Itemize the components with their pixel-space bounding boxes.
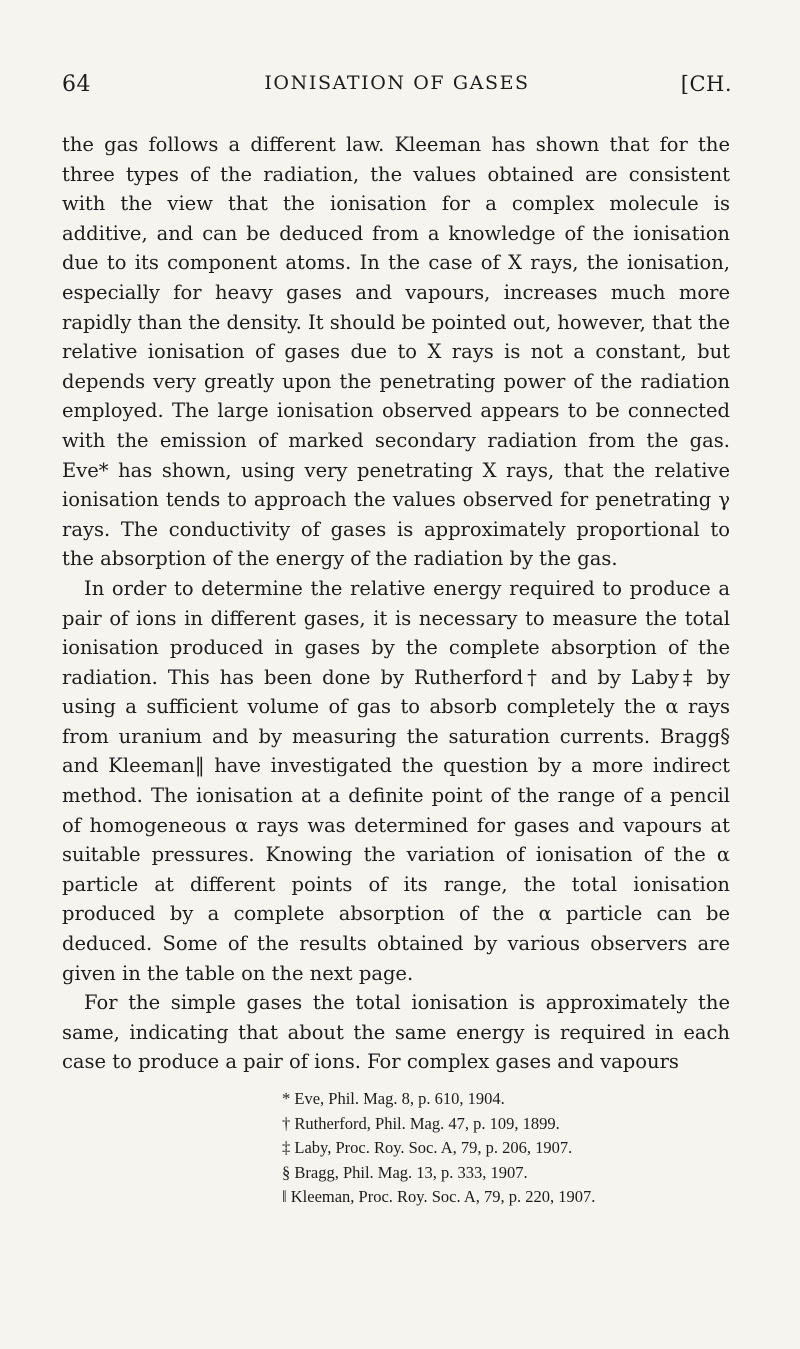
running-title: IONISATION OF GASES [264,72,530,94]
footnote-bragg: § Bragg, Phil. Mag. 13, p. 333, 1907. [282,1162,528,1182]
footnote-kleeman: ‖ Kleeman, Proc. Roy. Soc. A, 79, p. 220, 1907. [282,1187,596,1206]
paragraph-continued: the gas follows a different law. Kleeman has shown that for the three types of the radiation, the values obtained are consistent with the view that the ionisation for a complex molecule is additive, and can be deduced from a knowledge of the ionisation due to its component atoms. In the case of X rays, the ionisation, especially for heavy gases and vapours, increases much more rapidly than the density. It should be pointed out, however, that the relative ionisation of gases due to X rays is not a constant, but depends very greatly upon the penetrating power of the radiation employed. The large ionisation observed appears to be connected with the emission of marked secondary radiation from the gas. Eve* has shown, using very penetrating X rays, that the relative ionisation tends to approach the values observed for penetrating γ rays. The conductivity of gases is approximately proportional to the absorption of the energy of the radiation by the gas. [62,133,730,571]
page-number: 64 [62,72,91,97]
running-header [62,72,732,106]
paragraph-simple-gases: For the simple gases the total ionisation is approximately the same, indicating that about the same energy is required in each case to produce a pair of ions. For complex gases and vapours [62,991,730,1074]
chapter-mark: [CH. [680,72,732,96]
footnote-laby: ‡ Laby, Proc. Roy. Soc. A, 79, p. 206, 1907. [282,1138,573,1157]
footnote-rutherford: † Rutherford, Phil. Mag. 47, p. 109, 1899. [282,1113,560,1133]
footnote-eve: * Eve, Phil. Mag. 8, p. 610, 1904. [282,1089,505,1108]
footnotes [62,1087,730,1210]
body-text [62,130,730,1077]
paragraph-ion-energy: In order to determine the relative energy required to produce a pair of ions in different gases, it is necessary to measure the total ionisation produced in gases by the complete absorption of the radiation. This has been done by Rutherford† and by Laby‡ by using a sufficient volume of gas to absorb completely the α rays from uranium and by measuring the saturation currents. Bragg§ and Kleeman‖ have investigated the question by a more indirect method. The ionisation at a definite point of the range of a pencil of homogeneous α rays was determined for gases and vapours at suitable pressures. Knowing the variation of ionisation of the α particle at different points of its range, the total ionisation produced by a complete absorption of the α particle can be deduced. Some of the results obtained by various observers are given in the table on the next page. [62,576,730,985]
